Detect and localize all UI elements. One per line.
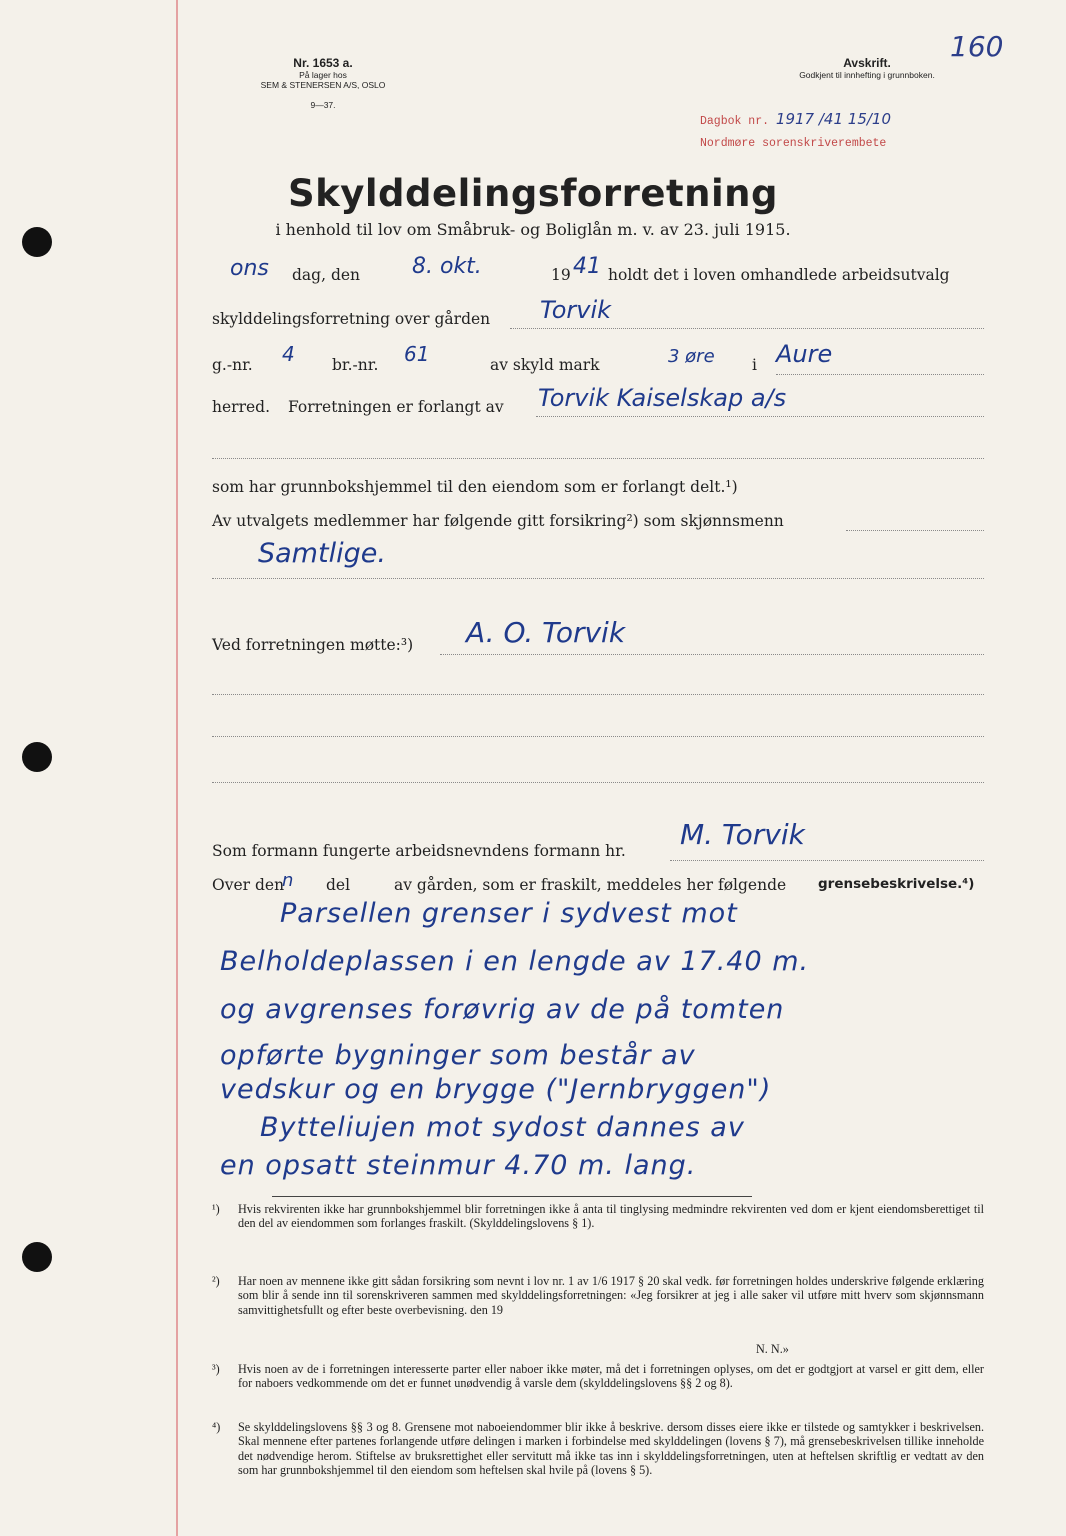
footnote-2: ²) Har noen av mennene ikke gitt sådan forsikring som nevnt i lov nr. 1 av 1/6 1917 § 20 skal vedk. før forretningen holdes underskrive følgende erklæring som blir å sende inn til sorenskriveren sammen med skylddelingsforretningen: «Jeg forsikrer at jeg i alle saker vil utføre mitt hverv som skjønnsmann samvittighetsfullt og efter beste overbevisning. den 19 xyxy=(212,1274,984,1317)
punch-hole-icon xyxy=(22,742,52,772)
printer-imprint xyxy=(238,56,408,110)
boundary-line: Belholdeplassen i en lengde av 17.40 m. xyxy=(220,946,810,977)
skyld-label: av skyld mark xyxy=(490,356,600,374)
form-year: 9—37. xyxy=(310,100,336,110)
over-farm-label: skylddelingsforretning over gården xyxy=(212,310,491,328)
boundary-line: opførte bygninger som består av xyxy=(220,1040,696,1071)
chair-hw: M. Torvik xyxy=(680,818,805,851)
herred-label: herred. xyxy=(212,398,270,416)
chair-label: Som formann fungerte arbeidsnevndens formann hr. xyxy=(212,842,626,860)
day-label: dag, den xyxy=(292,266,361,284)
publisher-line2: SEM & STENERSEN A/S, OSLO xyxy=(260,80,386,90)
footnote-4: ⁴) Se skylddelingslovens §§ 3 og 8. Grensene mot naboeiendommer blir ikke å beskrive. dersom disses eiere ikke er tilstede og samtykker i beskrivelsen. Skal mennene efter partenes forlangende utføre delingen i marken i forbindelse med skylddelingen (lovens § 7), må grensebeskrivelsen tillike inneholde det nødvendige herom. Stiftelse av bruksrettighet eller servitutt må ikke tas inn i skylddelingsforretningen, uten at heftelsen skriftlig er vedtatt av den som har grunnbokshjemmel til den eiendom som heftelsen skal hvile på (lovens § 5). xyxy=(212,1420,984,1478)
form-number: Nr. 1653 a. xyxy=(293,56,353,70)
copy-subtitle: Godkjent til innhefting i grunnboken. xyxy=(799,70,935,80)
hjemmel-text: som har grunnbokshjemmel til den eiendom som er forlangt delt.¹) xyxy=(212,478,738,496)
i-label: i xyxy=(752,356,757,374)
over-part-hw: n xyxy=(282,870,294,891)
day-hw: ons xyxy=(230,256,269,281)
gnr-hw: 4 xyxy=(282,342,295,366)
document-title: Skylddelingsforretning xyxy=(288,172,778,215)
punch-hole-icon xyxy=(22,1242,52,1272)
present-label: Ved forretningen møtte:³) xyxy=(212,636,414,654)
stamp-office: Nordmøre sorenskriverembete xyxy=(700,137,887,150)
footnote-rule xyxy=(272,1196,752,1197)
year-prefix: 19 xyxy=(551,266,571,284)
members-hw: Samtlige. xyxy=(258,538,386,569)
over-part-b: del xyxy=(326,876,351,894)
bnr-label: br.-nr. xyxy=(332,356,379,374)
farm-hw: Torvik xyxy=(540,296,612,324)
boundary-line: Parsellen grenser i sydvest mot xyxy=(280,898,738,929)
requested-hw: Torvik Kaiselskap a/s xyxy=(538,384,787,412)
boundary-line: vedskur og en brygge ("Jernbryggen") xyxy=(220,1074,772,1105)
members-text: Av utvalgets medlemmer har følgende gitt forsikring²) som skjønnsmenn xyxy=(212,512,784,530)
boundary-line: og avgrenses forøvrig av de på tomten xyxy=(220,994,785,1025)
nn-signature: N. N.» xyxy=(756,1342,789,1356)
boundary-line: en opsatt steinmur 4.70 m. lang. xyxy=(220,1150,697,1181)
held-text: holdt det i loven omhandlede arbeidsutvalg xyxy=(608,266,950,284)
document-subtitle: i henhold til lov om Småbruk- og Boliglån m. v. av 23. juli 1915. xyxy=(275,220,791,239)
publisher-line1: På lager hos xyxy=(299,70,347,80)
gnr-label: g.-nr. xyxy=(212,356,253,374)
footnote-1: ¹) Hvis rekvirenten ikke har grunnbokshjemmel blir forretningen ikke å anta til tinglysing medmindre rekvirenten ved dom er kjent eiendomsberettiget til den del av eiendommen som forlanges fraskilt. (Skylddelingslovens § 1). xyxy=(212,1202,984,1231)
stamp-dagbok-label: Dagbok nr. xyxy=(700,115,770,128)
footnote-3: ³) Hvis noen av de i forretningen interesserte parter eller naboer ikke møter, må det i forretningen oplyses, om det er godtgjort at varsel er gitt dem, eller for naboers vedkommende om det er funnet unødvendig å varsle dem (skylddelingslovens §§ 2 og 8). xyxy=(212,1362,984,1391)
date-hw: 8. okt. xyxy=(412,254,482,279)
copy-notice xyxy=(752,56,982,80)
year-hw: 41 xyxy=(573,254,601,279)
boundary-line: Bytteliujen mot sydost dannes av xyxy=(260,1112,745,1143)
herred-hw: Aure xyxy=(776,340,833,368)
over-part-bold: grensebeskrivelse.⁴) xyxy=(818,876,975,892)
over-part-c: av gården, som er fraskilt, meddeles her følgende xyxy=(394,876,787,894)
copy-title: Avskrift. xyxy=(843,56,891,70)
registry-stamp xyxy=(700,108,891,155)
stamp-dagbok-value: 1917 /41 15/10 xyxy=(775,110,891,128)
over-part-a: Over den xyxy=(212,876,285,894)
present-hw: A. O. Torvik xyxy=(466,616,626,649)
page-number: 160 xyxy=(950,30,1004,63)
skyld-hw: 3 øre xyxy=(668,346,715,367)
requested-label: Forretningen er forlangt av xyxy=(288,398,504,416)
bnr-hw: 61 xyxy=(404,342,430,366)
